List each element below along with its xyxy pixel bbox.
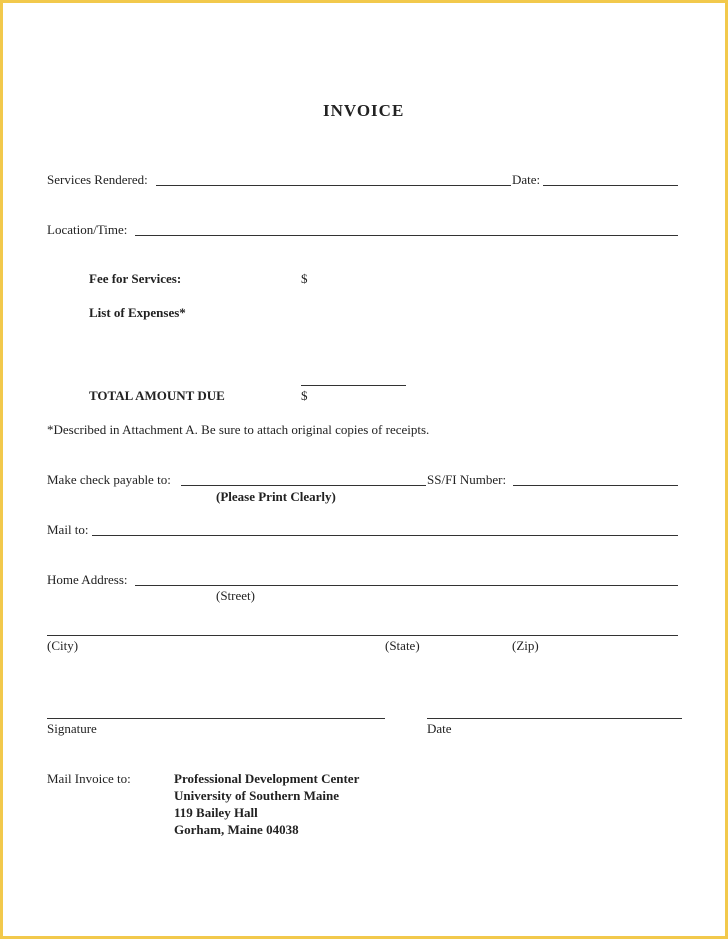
services-rendered-label: Services Rendered: — [47, 172, 148, 187]
address-line-1: Professional Development Center — [174, 771, 360, 786]
make-check-payable-label: Make check payable to: — [47, 472, 171, 487]
location-time-line[interactable] — [135, 235, 678, 236]
ssfi-number-line[interactable] — [513, 485, 678, 486]
page-title: INVOICE — [323, 101, 405, 120]
fee-for-services-label: Fee for Services: — [89, 271, 182, 286]
please-print-note: (Please Print Clearly) — [216, 489, 336, 504]
payable-to-line[interactable] — [181, 485, 426, 486]
date-line[interactable] — [543, 185, 678, 186]
address-line-2: University of Southern Maine — [174, 788, 340, 803]
address-line-3: 119 Bailey Hall — [174, 805, 258, 820]
mail-invoice-label: Mail Invoice to: — [47, 771, 131, 786]
mail-to-label: Mail to: — [47, 522, 89, 537]
mail-to-line[interactable] — [92, 535, 678, 536]
list-of-expenses-label: List of Expenses* — [89, 305, 186, 320]
home-address-line[interactable] — [135, 585, 678, 586]
zip-caption: (Zip) — [512, 638, 539, 653]
signature-line[interactable] — [47, 718, 385, 719]
state-caption: (State) — [385, 638, 420, 653]
city-caption: (City) — [47, 638, 79, 653]
total-amount-due-label: TOTAL AMOUNT DUE — [89, 388, 225, 403]
home-address-label: Home Address: — [47, 572, 128, 587]
fee-currency: $ — [301, 271, 308, 286]
footnote: *Described in Attachment A. Be sure to attach original copies of receipts. — [47, 422, 430, 437]
date-label: Date: — [512, 172, 541, 187]
total-currency: $ — [301, 388, 308, 403]
signature-date-caption: Date — [427, 721, 452, 736]
street-caption: (Street) — [216, 588, 255, 603]
city-state-zip-line[interactable] — [47, 635, 678, 636]
services-rendered-line[interactable] — [156, 185, 511, 186]
location-time-label: Location/Time: — [47, 222, 128, 237]
signature-date-line[interactable] — [427, 718, 682, 719]
signature-caption: Signature — [47, 721, 97, 736]
address-line-4: Gorham, Maine 04038 — [174, 822, 299, 837]
ssfi-number-label: SS/FI Number: — [427, 472, 507, 487]
total-amount-line[interactable] — [301, 385, 406, 386]
